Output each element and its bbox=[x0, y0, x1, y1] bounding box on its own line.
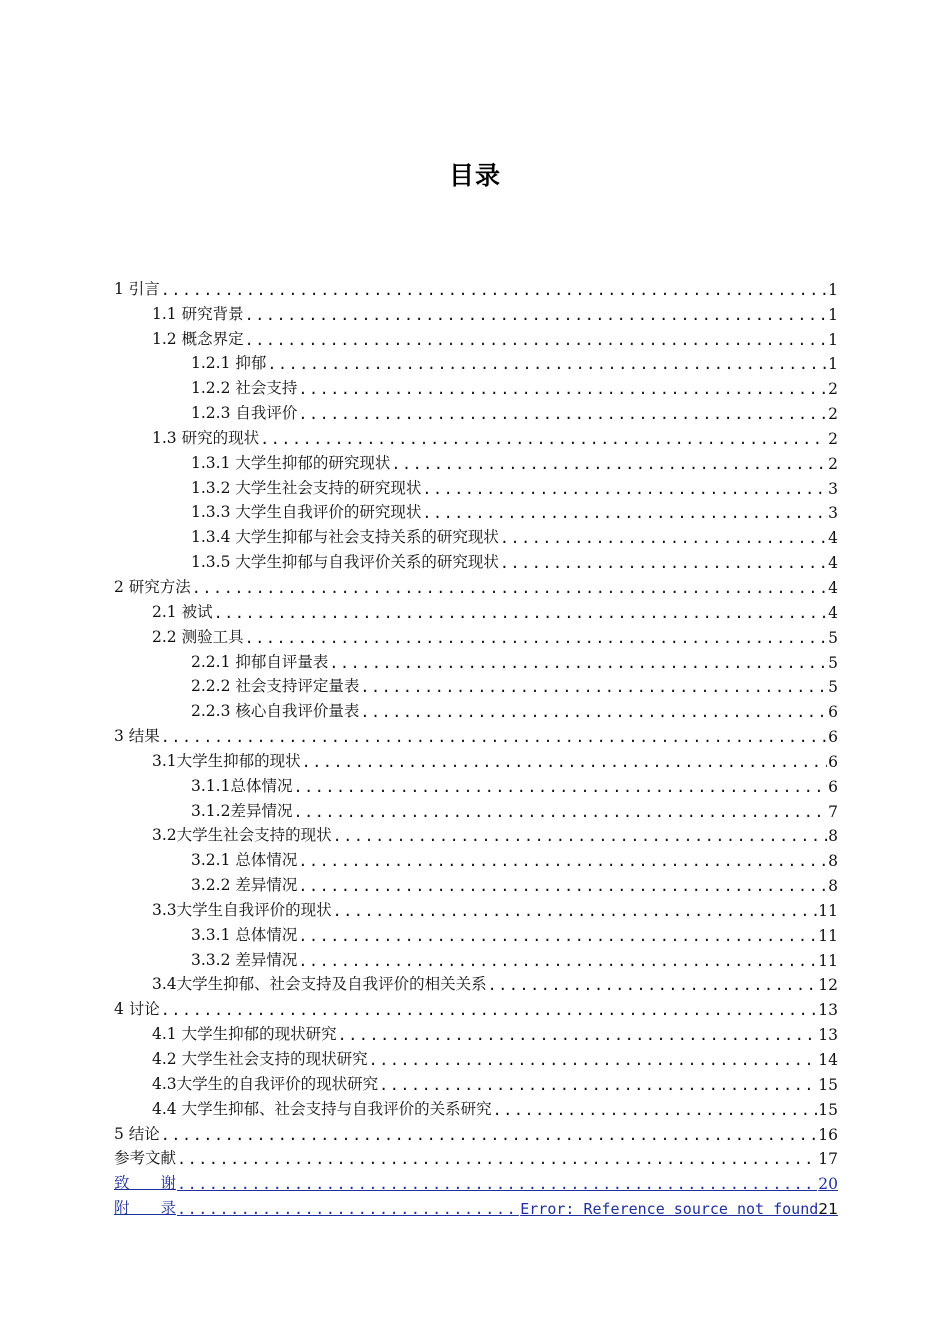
toc-entry-text: 3.1大学生抑郁的现状 bbox=[152, 751, 301, 770]
toc-entry[interactable] bbox=[114, 970, 838, 995]
dot-leader bbox=[488, 976, 818, 994]
toc-entry-text: 1.3.4 大学生抑郁与社会支持关系的研究现状 bbox=[191, 528, 499, 547]
toc-entry[interactable] bbox=[114, 473, 838, 498]
page-title: 目录 bbox=[448, 161, 501, 190]
toc-entry[interactable] bbox=[114, 349, 838, 374]
toc-entry[interactable] bbox=[114, 274, 838, 299]
dot-leader bbox=[422, 480, 827, 498]
toc-entry-page: 6 bbox=[828, 703, 838, 722]
dot-leader bbox=[360, 678, 827, 696]
toc-entry-text: 2.1 被试 bbox=[152, 602, 213, 621]
toc-entry[interactable] bbox=[114, 572, 838, 597]
dot-leader bbox=[298, 852, 827, 870]
toc-entry-page: 13 bbox=[818, 1001, 838, 1020]
toc-entry[interactable] bbox=[114, 796, 838, 821]
toc-entry-text: 3.3.1 总体情况 bbox=[191, 925, 298, 944]
toc-entry-text: 4.4 大学生抑郁、社会支持与自我评价的关系研究 bbox=[152, 1099, 492, 1118]
toc-entry-text: 1 引言 bbox=[114, 279, 160, 298]
toc-entry-text: 2 研究方法 bbox=[114, 577, 191, 596]
dot-leader bbox=[422, 504, 827, 522]
dot-leader bbox=[192, 579, 827, 597]
toc-entry[interactable] bbox=[114, 771, 838, 796]
toc-entry[interactable] bbox=[114, 423, 838, 448]
toc-entry-text: 2.2.3 核心自我评价量表 bbox=[191, 702, 360, 721]
dot-leader bbox=[214, 604, 828, 622]
toc-entry-text: 附 录 bbox=[114, 1199, 177, 1218]
toc-entry-page: 2 bbox=[828, 454, 838, 473]
toc-entry-text: 1.1 研究背景 bbox=[152, 304, 244, 323]
toc-entry-page: 8 bbox=[828, 827, 838, 846]
toc-entry-text: 1.3.1 大学生抑郁的研究现状 bbox=[191, 453, 391, 472]
toc-entry-page: 5 bbox=[828, 678, 838, 697]
toc-entry-text: 1.3.2 大学生社会支持的研究现状 bbox=[191, 478, 422, 497]
toc-entry[interactable] bbox=[114, 299, 838, 324]
toc-entry[interactable] bbox=[114, 324, 838, 349]
toc-entry-page: 5 bbox=[828, 628, 838, 647]
toc-entry-page: 15 bbox=[818, 1100, 838, 1119]
dot-leader bbox=[245, 306, 828, 324]
dot-leader bbox=[161, 1126, 817, 1144]
dot-leader bbox=[177, 1200, 519, 1218]
dot-leader bbox=[177, 1150, 817, 1168]
toc-entry-page: 3 bbox=[828, 479, 838, 498]
toc-entry[interactable] bbox=[114, 945, 838, 970]
dot-leader bbox=[369, 1051, 818, 1069]
toc-entry[interactable] bbox=[114, 1144, 838, 1169]
toc-entry-page: 21 bbox=[818, 1200, 838, 1219]
toc-entry-page: 16 bbox=[818, 1125, 838, 1144]
dot-leader bbox=[298, 380, 827, 398]
dot-leader bbox=[329, 654, 827, 672]
toc-entry-text: 1.2 概念界定 bbox=[152, 329, 244, 348]
toc-entry-text: 3.1.2差异情况 bbox=[191, 801, 293, 820]
toc-entry-text: 3.2.1 总体情况 bbox=[191, 851, 298, 870]
toc-entry-text: 4.3大学生的自我评价的现状研究 bbox=[152, 1074, 379, 1093]
dot-leader bbox=[391, 455, 827, 473]
toc-entry[interactable] bbox=[114, 895, 838, 920]
toc-entry[interactable] bbox=[114, 920, 838, 945]
toc-entry-page: 4 bbox=[828, 578, 838, 597]
toc-entry-page: 20 bbox=[818, 1175, 838, 1194]
toc-entry[interactable] bbox=[114, 746, 838, 771]
toc-entry-page: 1 bbox=[828, 330, 838, 349]
toc-entry[interactable] bbox=[114, 721, 838, 746]
toc-entry[interactable] bbox=[114, 1069, 838, 1094]
toc-entry[interactable] bbox=[114, 547, 838, 572]
dot-leader bbox=[298, 927, 817, 945]
toc-entry[interactable] bbox=[114, 1094, 838, 1119]
toc-entry-page: 4 bbox=[828, 603, 838, 622]
toc-entry[interactable] bbox=[114, 647, 838, 672]
toc-entry-text: 1.2.1 抑郁 bbox=[191, 354, 267, 373]
toc-entry-page: 11 bbox=[818, 901, 838, 920]
toc-entry-page: 13 bbox=[818, 1026, 838, 1045]
toc-entry-text: 5 结论 bbox=[114, 1124, 160, 1143]
dot-leader bbox=[293, 778, 827, 796]
toc-entry[interactable] bbox=[114, 448, 838, 473]
toc-link-thanks[interactable] bbox=[114, 1168, 838, 1193]
dot-leader bbox=[161, 281, 827, 299]
reference-error-text: Error: Reference source not found bbox=[520, 1200, 819, 1219]
toc-entry[interactable] bbox=[114, 672, 838, 697]
toc-entry[interactable] bbox=[114, 696, 838, 721]
toc-entry[interactable] bbox=[114, 597, 838, 622]
dot-leader bbox=[245, 331, 828, 349]
toc-entry-page: 6 bbox=[828, 777, 838, 796]
toc-entry-page: 14 bbox=[818, 1051, 838, 1069]
toc-entry[interactable] bbox=[114, 398, 838, 423]
toc-entry-text: 4 讨论 bbox=[114, 1000, 160, 1019]
toc-entry-text: 2.2.1 抑郁自评量表 bbox=[191, 652, 329, 671]
toc-entry-page: 2 bbox=[828, 405, 838, 424]
toc-entry-text: 3.3.2 差异情况 bbox=[191, 950, 298, 969]
toc-entry-page: 2 bbox=[828, 380, 838, 399]
toc-entry-page: 3 bbox=[828, 504, 838, 523]
toc-entry-text: 1.2.3 自我评价 bbox=[191, 404, 298, 423]
toc-entry-page: 17 bbox=[818, 1150, 838, 1169]
dot-leader bbox=[260, 430, 827, 448]
toc-entry-page: 11 bbox=[818, 926, 838, 945]
dot-leader bbox=[177, 1175, 817, 1193]
toc-entry-page: 4 bbox=[828, 554, 838, 573]
toc-entry-text: 1.3.5 大学生抑郁与自我评价关系的研究现状 bbox=[191, 553, 499, 572]
dot-leader bbox=[298, 877, 827, 895]
dot-leader bbox=[267, 355, 827, 373]
toc-entry[interactable] bbox=[114, 373, 838, 398]
toc-entry-text: 3.2.2 差异情况 bbox=[191, 876, 298, 895]
toc-entry-page: 7 bbox=[828, 802, 838, 821]
toc-entry-text: 致 谢 bbox=[114, 1174, 177, 1193]
toc-entry-text: 4.1 大学生抑郁的现状研究 bbox=[152, 1025, 337, 1044]
toc-entry[interactable] bbox=[114, 622, 838, 647]
toc-entry-text: 3.3大学生自我评价的现状 bbox=[152, 900, 332, 919]
toc-entry-text: 1.2.2 社会支持 bbox=[191, 379, 298, 398]
toc-entry-page: 1 bbox=[828, 305, 838, 324]
dot-leader bbox=[293, 803, 827, 821]
toc-entry-page: 11 bbox=[818, 951, 838, 970]
toc-entry[interactable] bbox=[114, 821, 838, 846]
dot-leader bbox=[500, 529, 827, 547]
toc-entry[interactable] bbox=[114, 522, 838, 547]
toc-entry-page: 6 bbox=[828, 728, 838, 747]
toc-entry-page: 6 bbox=[828, 752, 838, 771]
toc-entry-text: 参考文献 bbox=[114, 1149, 177, 1168]
dot-leader bbox=[333, 902, 818, 920]
toc-entry[interactable] bbox=[114, 1044, 838, 1069]
dot-leader bbox=[500, 554, 827, 572]
table-of-contents bbox=[114, 274, 838, 1218]
toc-entry-page: 15 bbox=[818, 1075, 838, 1094]
toc-entry-text: 2.2.2 社会支持评定量表 bbox=[191, 677, 360, 696]
toc-entry-text: 3.1.1总体情况 bbox=[191, 776, 293, 795]
dot-leader bbox=[333, 827, 827, 845]
dot-leader bbox=[302, 753, 827, 771]
toc-entry-page: 5 bbox=[828, 653, 838, 672]
dot-leader bbox=[245, 629, 828, 647]
dot-leader bbox=[493, 1101, 818, 1119]
toc-entry[interactable] bbox=[114, 845, 838, 870]
toc-entry-text: 3.4大学生抑郁、社会支持及自我评价的相关关系 bbox=[152, 975, 487, 994]
toc-entry-page: 4 bbox=[828, 529, 838, 548]
toc-entry-text: 2.2 测验工具 bbox=[152, 627, 244, 646]
toc-entry-text: 3 结果 bbox=[114, 727, 160, 746]
toc-entry[interactable] bbox=[114, 1019, 838, 1044]
toc-entry-page: 1 bbox=[828, 355, 838, 374]
toc-entry[interactable] bbox=[114, 498, 838, 523]
dot-leader bbox=[161, 728, 827, 746]
dot-leader bbox=[161, 1001, 817, 1019]
dot-leader bbox=[298, 952, 817, 970]
toc-entry-page: 12 bbox=[818, 976, 838, 995]
dot-leader bbox=[379, 1076, 817, 1094]
toc-entry-page: 1 bbox=[828, 280, 838, 299]
toc-entry-page: 8 bbox=[828, 877, 838, 896]
toc-entry[interactable] bbox=[114, 1119, 838, 1144]
dot-leader bbox=[298, 405, 827, 423]
toc-entry[interactable] bbox=[114, 870, 838, 895]
toc-entry-text: 3.2大学生社会支持的现状 bbox=[152, 826, 332, 845]
toc-entry-text: 4.2 大学生社会支持的现状研究 bbox=[152, 1050, 368, 1068]
toc-entry-text: 1.3.3 大学生自我评价的研究现状 bbox=[191, 503, 422, 522]
dot-leader bbox=[338, 1026, 818, 1044]
toc-entry-text: 1.3 研究的现状 bbox=[152, 428, 260, 447]
toc-entry-page: 8 bbox=[828, 852, 838, 871]
toc-link-appendix[interactable] bbox=[114, 1193, 838, 1218]
toc-entry-page: 2 bbox=[828, 429, 838, 448]
dot-leader bbox=[360, 703, 827, 721]
toc-entry[interactable] bbox=[114, 994, 838, 1019]
